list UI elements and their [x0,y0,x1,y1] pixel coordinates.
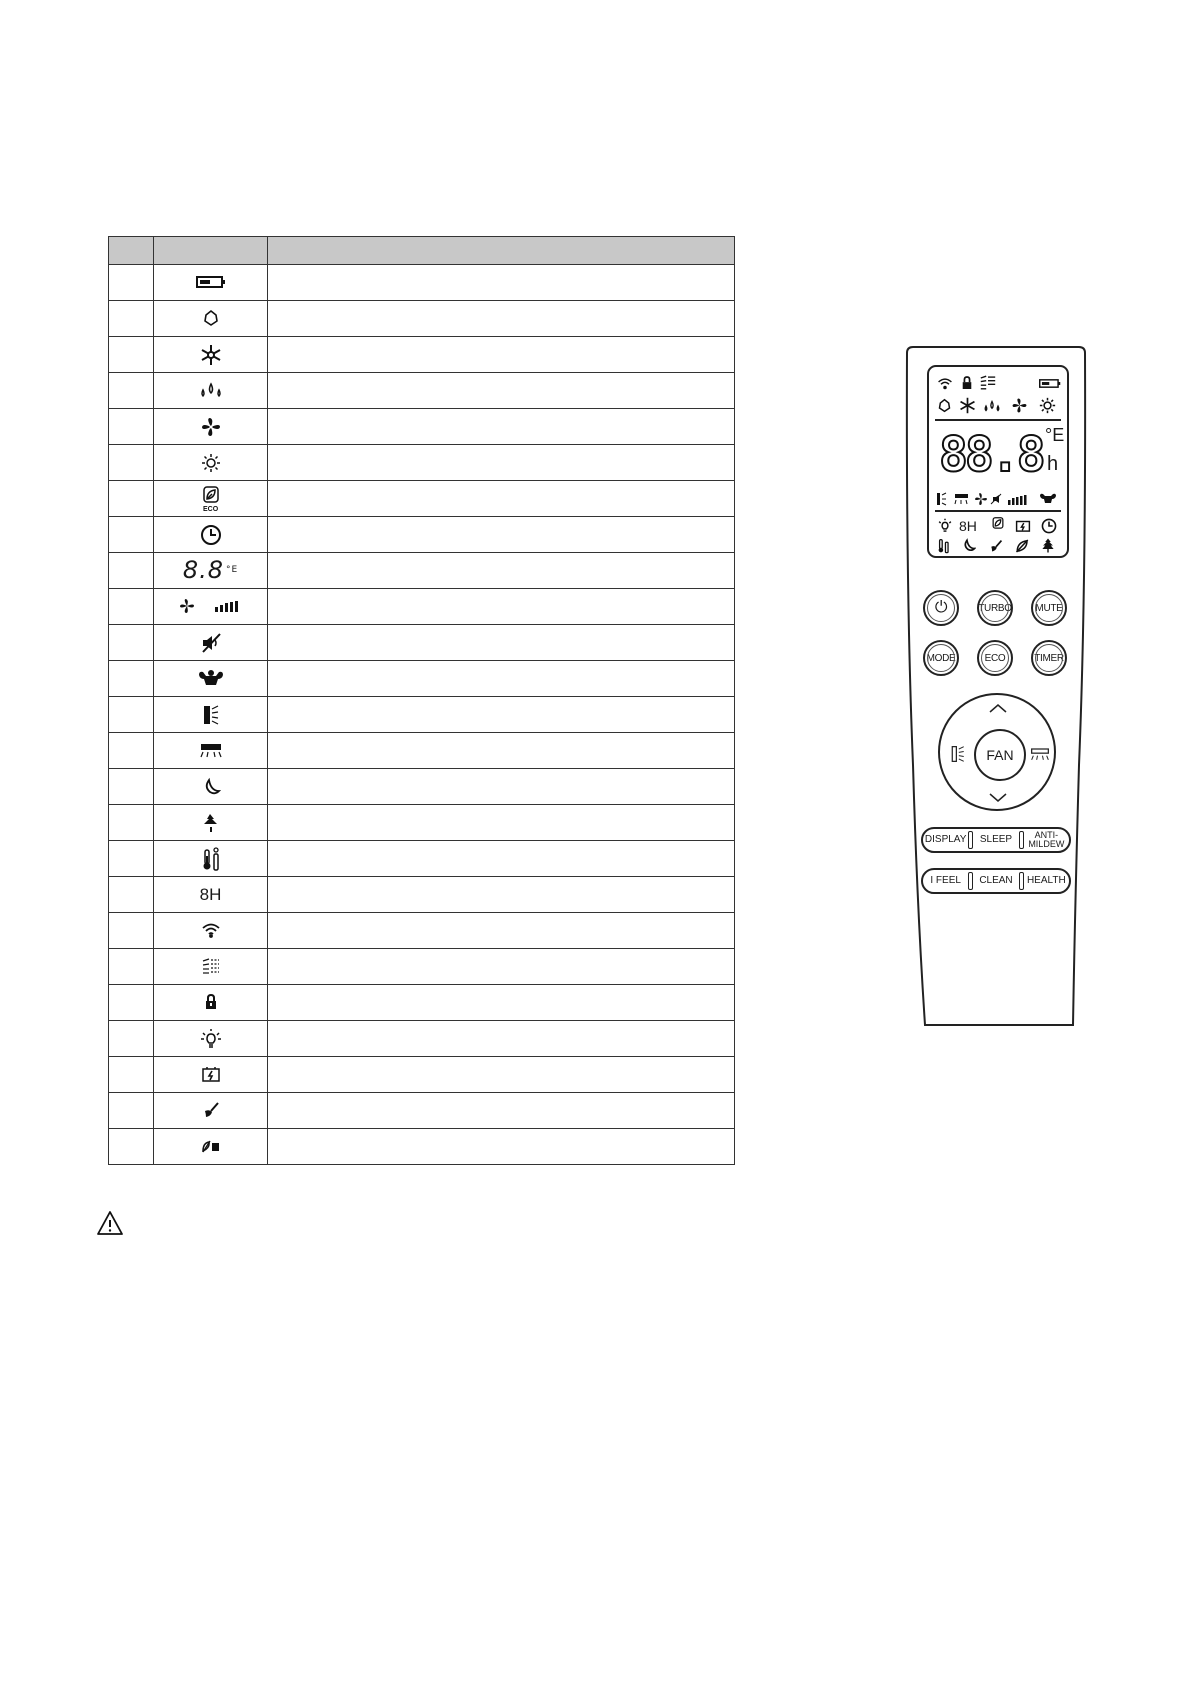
warning-triangle-icon [96,1210,124,1236]
row-number [109,697,154,733]
table-row [109,913,735,949]
row-description [268,733,735,769]
row-description [268,553,735,589]
table-row [109,1057,735,1093]
clean-brush-icon [202,1101,220,1119]
table-row [109,445,735,481]
digits-unit: °E [225,565,239,576]
row-number [109,913,154,949]
wifi-icon [937,377,953,392]
health-tree-icon [1041,537,1055,556]
row-description [268,265,735,301]
row-description [268,445,735,481]
row-description [268,481,735,517]
row-number [109,265,154,301]
chevron-down-icon[interactable] [988,793,1008,803]
power-button[interactable] [923,590,959,626]
sleep-moon-icon [201,777,221,797]
sleep-button[interactable]: SLEEP [979,834,1013,845]
row-number [109,625,154,661]
vertical-swing-icon [202,704,220,726]
row-description [268,409,735,445]
table-row [109,553,735,589]
lcd-unit-top: °E [1045,425,1065,445]
lcd-swing-row [935,492,1065,509]
row-number [109,517,154,553]
display-light-icon [937,518,953,536]
row-number [109,553,154,589]
battery-icon [1039,378,1061,391]
fan-button[interactable]: FAN [974,729,1026,781]
energy-battery-icon [1015,518,1031,535]
table-row [109,949,735,985]
drops-dry-icon [983,399,1001,415]
row-number [109,805,154,841]
turbo-button[interactable]: TURBO [977,590,1013,626]
anti-mildew-icon [1015,538,1030,556]
header-no [109,237,154,265]
8h-label: 8H [199,884,222,904]
table-row [109,625,735,661]
row-number [109,1093,154,1129]
lock-icon [961,376,973,392]
row-number [109,409,154,445]
row-description [268,697,735,733]
sun-heat-icon [1039,397,1056,416]
horizontal-swing-icon[interactable] [1030,747,1050,761]
auto-mode-icon [202,309,220,327]
header-description [268,237,735,265]
lcd-screen [927,365,1069,558]
mute-icon [200,632,222,654]
row-number [109,337,154,373]
lcd-unit-bottom: h [1047,453,1059,475]
chevron-up-icon[interactable] [988,703,1008,713]
horizontal-swing-icon [199,742,223,758]
table-row [109,373,735,409]
row-description [268,1093,735,1129]
clean-brush-icon [989,539,1003,555]
lock-icon [204,994,218,1010]
lcd-8h-label: 8H [959,518,977,534]
sleep-moon-icon [961,538,976,555]
fan-speed-bars-icon [179,597,243,615]
display-sleep-antimildew-row [921,827,1071,853]
lcd-digits: 88.8 [939,427,1043,483]
battery-icon [196,275,226,289]
row-number [109,769,154,805]
table-row [109,337,735,373]
row-description [268,949,735,985]
row-description [268,373,735,409]
mode-button[interactable]: MODE [923,640,959,676]
row-description [268,517,735,553]
row-description [268,877,735,913]
svg-text:ECO: ECO [202,505,218,512]
display-button[interactable]: DISPLAY [924,834,967,845]
energy-battery-icon [201,1065,221,1083]
table-row [109,517,735,553]
table-row [109,841,735,877]
icon-legend-table [108,236,735,1165]
mute-button[interactable]: MUTE [1031,590,1067,626]
row-description [268,589,735,625]
table-row [109,301,735,337]
sun-heat-icon [201,453,221,473]
lcd-divider [935,510,1061,512]
clock-timer-icon [200,524,222,546]
row-description [268,337,735,373]
direction-pad[interactable] [938,693,1056,811]
health-tree-icon [201,812,221,834]
health-button[interactable]: HEALTH [1026,875,1066,886]
table-row [109,265,735,301]
remote-control-illustration [903,345,1087,1030]
row-description [268,1129,735,1165]
fan-icon [1011,397,1028,416]
power-icon: ⏻ [934,599,948,616]
table-row [109,769,735,805]
digits-value: 8.8 [182,556,224,585]
header-icon [154,237,268,265]
row-number [109,301,154,337]
eco-button[interactable]: ECO [977,640,1013,676]
table-row [109,481,735,517]
table-row [109,589,735,625]
row-description [268,661,735,697]
anti-mildew-button[interactable]: ANTI- MILDEW [1028,830,1065,849]
row-number [109,589,154,625]
table-row [109,1129,735,1165]
row-description [268,985,735,1021]
drops-dry-icon [199,381,223,399]
clean-button[interactable]: CLEAN [979,875,1013,886]
row-number [109,1021,154,1057]
timer-button[interactable]: TIMER [1031,640,1067,676]
table-row [109,877,735,913]
table-row [109,1021,735,1057]
anti-mildew-icon [201,1138,221,1154]
row-number [109,1129,154,1165]
row-description [268,1057,735,1093]
row-description [268,769,735,805]
turbo-muscle-icon [197,669,225,689]
row-description [268,841,735,877]
row-number [109,481,154,517]
row-description [268,913,735,949]
wifi-icon [201,922,221,938]
row-number [109,841,154,877]
row-number [109,445,154,481]
row-description [268,301,735,337]
row-description [268,1021,735,1057]
row-number [109,373,154,409]
vertical-swing-icon[interactable] [950,745,966,763]
row-number [109,1057,154,1093]
display-light-icon [200,1028,222,1050]
row-description [268,805,735,841]
eco-leaf-icon [201,486,221,512]
snowflake-cool-icon [959,397,976,416]
row-description [268,625,735,661]
row-number [109,661,154,697]
table-row [109,697,735,733]
i-feel-thermometer-icon [937,537,950,556]
row-number [109,877,154,913]
table-row [109,733,735,769]
clock-timer-icon [1041,518,1057,536]
table-row [109,661,735,697]
table-header-row [109,237,735,265]
snowflake-cool-icon [200,344,222,366]
i-feel-button[interactable]: I FEEL [930,875,961,886]
table-row [109,985,735,1021]
table-row [109,805,735,841]
eco-leaf-icon [991,517,1005,537]
transmit-signal-icon [201,958,221,974]
i-feel-thermometer-icon [201,846,221,872]
lcd-divider [935,419,1061,421]
transmit-signal-icon [979,375,997,392]
table-row [109,1093,735,1129]
row-number [109,949,154,985]
row-number [109,985,154,1021]
fan-icon [200,416,222,438]
table-row [109,409,735,445]
auto-mode-icon [937,398,952,415]
row-number [109,733,154,769]
ifeel-clean-health-row [921,868,1071,894]
